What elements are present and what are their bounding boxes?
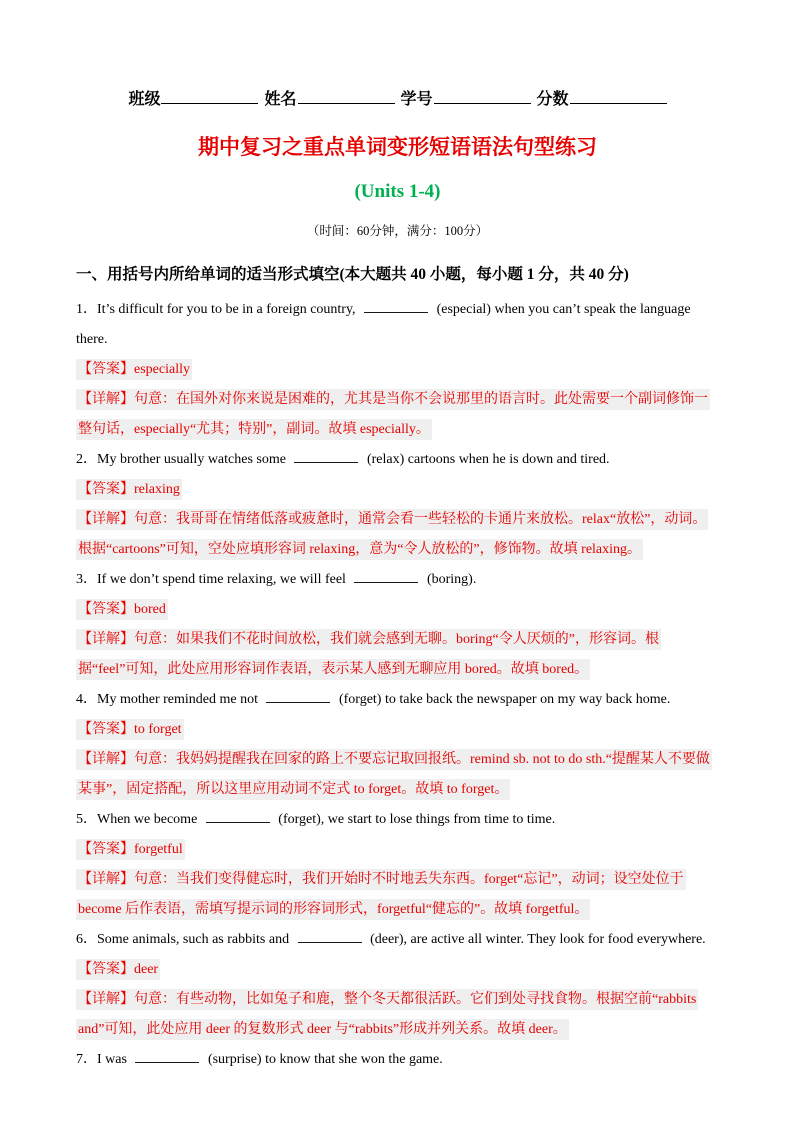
student-info-header — [76, 86, 719, 109]
explanation-label: 【详解】 — [78, 512, 134, 527]
answer-blank — [206, 822, 270, 823]
question-pre: My mother reminded me not — [97, 692, 258, 707]
question-number: 1． — [76, 302, 97, 317]
question-pre: When we become — [97, 812, 198, 827]
explanation-highlight — [76, 869, 686, 920]
time-score-info: （时间：60分钟，满分：100分） — [306, 224, 489, 238]
answer-text: forgetful — [134, 842, 183, 857]
explanation-line — [76, 625, 719, 685]
question-block-2 — [76, 445, 719, 565]
answer-highlight — [76, 359, 192, 380]
question-number: 6． — [76, 932, 97, 947]
answer-blank — [354, 582, 418, 583]
question-post: (forget) to take back the newspaper on my way back home. — [338, 692, 671, 707]
question-post: (especial) when you can’t speak the language there. — [76, 302, 691, 347]
explanation-highlight — [76, 629, 661, 680]
question-text — [76, 805, 719, 835]
answer-text: deer — [134, 962, 159, 977]
answer-blank — [298, 942, 362, 943]
student-id-field-label: 学号 — [400, 91, 433, 108]
question-post: (surprise) to know that she won the game. — [207, 1052, 443, 1067]
answer-highlight — [76, 479, 182, 500]
answer-line — [76, 475, 719, 505]
explanation-highlight — [76, 749, 712, 800]
score-field — [537, 91, 667, 108]
question-number: 2． — [76, 452, 97, 467]
answer-line — [76, 955, 719, 985]
question-pre: I was — [97, 1052, 127, 1067]
explanation-label: 【详解】 — [78, 872, 134, 887]
answer-text: bored — [134, 602, 166, 617]
explanation-text: 句意：如果我们不花时间放松，我们就会感到无聊。boring“令人厌烦的”，形容词。根据“feel”可知，此处应用形容词作表语，表示某人感到无聊应用 bored。故填 bored。 — [78, 632, 659, 677]
question-block-3 — [76, 565, 719, 685]
answer-blank — [294, 462, 358, 463]
score-field-label: 分数 — [536, 91, 569, 108]
question-pre: It’s difficult for you to be in a foreign country, — [97, 302, 356, 317]
question-post: (relax) cartoons when he is down and tired. — [366, 452, 610, 467]
name-field-label: 姓名 — [264, 91, 297, 108]
question-number: 7． — [76, 1052, 97, 1067]
answer-text: especially — [134, 362, 190, 377]
student-id-field-blank — [434, 103, 531, 104]
answer-text: to forget — [134, 722, 182, 737]
question-pre: Some animals, such as rabbits and — [97, 932, 290, 947]
explanation-line — [76, 985, 719, 1045]
answer-label: 【答案】 — [78, 722, 134, 737]
explanation-label: 【详解】 — [78, 632, 134, 647]
answer-line — [76, 595, 719, 625]
explanation-label: 【详解】 — [78, 752, 134, 767]
question-pre: My brother usually watches some — [97, 452, 286, 467]
answer-blank — [266, 702, 330, 703]
name-field-blank — [298, 103, 395, 104]
question-number: 3． — [76, 572, 97, 587]
explanation-line — [76, 745, 719, 805]
answer-text: relaxing — [134, 482, 180, 497]
question-text — [76, 295, 719, 355]
question-post: (boring). — [426, 572, 477, 587]
class-field — [128, 91, 258, 108]
answer-label: 【答案】 — [78, 482, 134, 497]
section-heading: 一、用括号内所给单词的适当形式填空(本大题共 40 小题，每小题 1 分，共 40 分) — [76, 266, 629, 283]
question-post: (deer), are active all winter. They look for food everywhere. — [370, 932, 706, 947]
question-block-6 — [76, 925, 719, 1045]
question-block-7 — [76, 1045, 719, 1075]
explanation-text: 句意：我妈妈提醒我在回家的路上不要忘记取回报纸。remind sb. not to do sth.“提醒某人不要做某事”，固定搭配，所以这里应用动词不定式 to forget。故填 to forget。 — [78, 752, 710, 797]
explanation-highlight — [76, 989, 698, 1040]
explanation-text: 句意：在国外对你来说是困难的，尤其是当你不会说那里的语言时。此处需要一个副词修饰一整句话，especially“尤其；特别”，副词。故填 especially。 — [78, 392, 708, 437]
student-id-field — [401, 91, 531, 108]
answer-label: 【答案】 — [78, 962, 134, 977]
answer-label: 【答案】 — [78, 362, 134, 377]
question-text — [76, 925, 719, 955]
explanation-label: 【详解】 — [78, 392, 134, 407]
question-text — [76, 1045, 719, 1075]
score-field-blank — [570, 103, 667, 104]
question-block-4 — [76, 685, 719, 805]
question-number: 5． — [76, 812, 97, 827]
question-text — [76, 445, 719, 475]
answer-highlight — [76, 959, 160, 980]
explanation-line — [76, 505, 719, 565]
explanation-text: 句意：我哥哥在情绪低落或疲惫时，通常会看一些轻松的卡通片来放松。relax“放松”，动词。根据“cartoons”可知，空处应填形容词 relaxing，意为“令人放松的”，修饰物。故填 relaxing。 — [78, 512, 707, 557]
answer-line — [76, 355, 719, 385]
class-field-label: 班级 — [128, 91, 161, 108]
units-subtitle: (Units 1-4) — [354, 181, 441, 202]
question-post: (forget), we start to lose things from time to time. — [278, 812, 556, 827]
explanation-line — [76, 865, 719, 925]
explanation-text: 句意：有些动物，比如兔子和鹿，整个冬天都很活跃。它们到处寻找食物。根据空前“rabbits and”可知，此处应用 deer 的复数形式 deer 与“rabbits”形成并列关系。故填 deer。 — [78, 992, 697, 1037]
question-text — [76, 685, 719, 715]
page-title: 期中复习之重点单词变形短语语法句型练习 — [198, 135, 597, 159]
answer-highlight — [76, 839, 185, 860]
answer-label: 【答案】 — [78, 602, 134, 617]
answer-blank — [364, 312, 428, 313]
explanation-line — [76, 385, 719, 445]
name-field — [264, 91, 394, 108]
answer-line — [76, 715, 719, 745]
explanation-text: 句意：当我们变得健忘时，我们开始时不时地丢失东西。forget“忘记”，动词；设空处位于 become 后作表语，需填写提示词的形容词形式，forgetful“健忘的”。故填 forgetful。 — [78, 872, 684, 917]
answer-line — [76, 835, 719, 865]
question-block-1 — [76, 295, 719, 445]
question-number: 4． — [76, 692, 97, 707]
question-text — [76, 565, 719, 595]
explanation-highlight — [76, 389, 710, 440]
explanation-label: 【详解】 — [78, 992, 134, 1007]
question-block-5 — [76, 805, 719, 925]
answer-highlight — [76, 719, 184, 740]
answer-highlight — [76, 599, 168, 620]
question-pre: If we don’t spend time relaxing, we will feel — [97, 572, 346, 587]
class-field-blank — [161, 103, 258, 104]
explanation-highlight — [76, 509, 708, 560]
answer-label: 【答案】 — [78, 842, 134, 857]
answer-blank — [135, 1062, 199, 1063]
